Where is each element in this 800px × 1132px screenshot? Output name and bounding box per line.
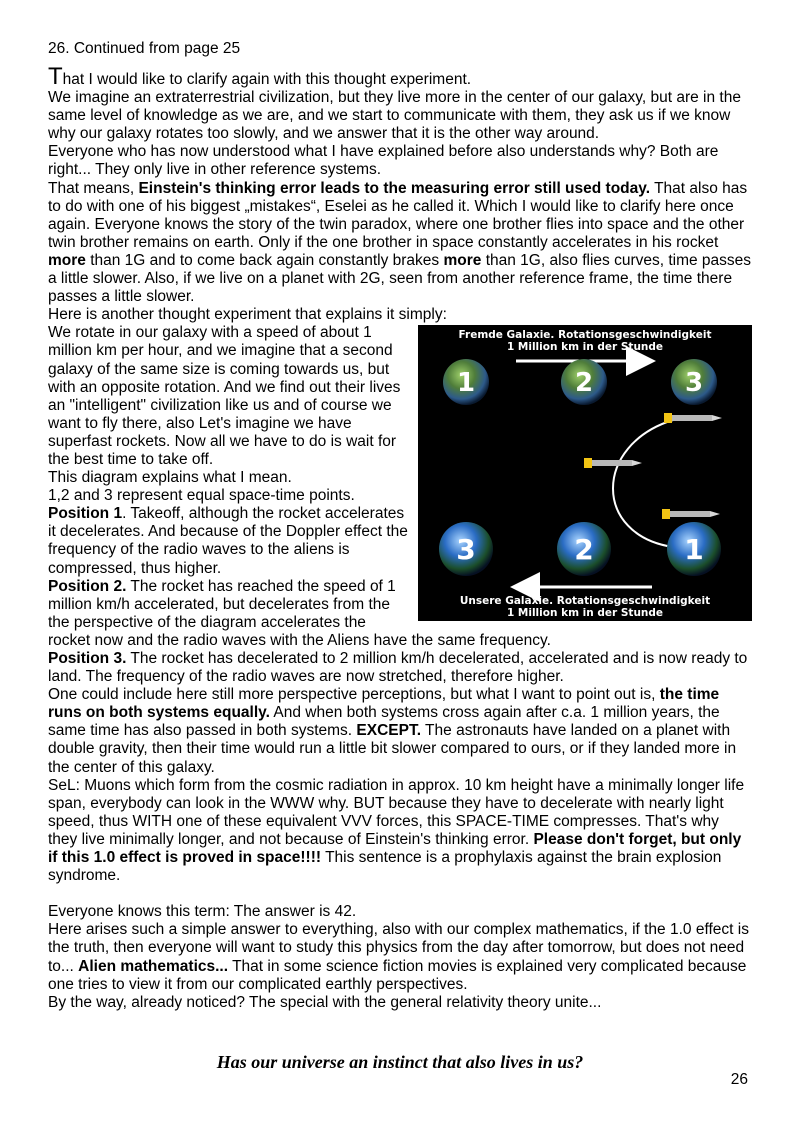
galaxy-diagram (418, 325, 752, 621)
position-1-label: Position 1 (48, 505, 123, 523)
paragraph-11 (48, 921, 752, 993)
text-run: One could include here still more perspective perceptions, but what I want to point out is, (48, 686, 660, 704)
diagram-top-title-line1: Fremde Galaxie. Rotationsgeschwindigkeit (458, 329, 712, 342)
rocket-bottom (662, 509, 720, 519)
text-run: That means, (48, 179, 139, 197)
article-body (48, 63, 752, 1012)
text-run: Here arises such a simple answer to everything, also with our complex mathematics, if the 1.0 effect is the truth, then everyone will want to study this physics from the day after tomorrow, but does not need to... (48, 921, 749, 975)
position-3-label: Position 3. (48, 650, 127, 667)
bottom-planet-1 (667, 522, 721, 576)
svg-text:2: 2 (574, 368, 594, 399)
svg-text:1: 1 (684, 533, 704, 567)
position-2-label: Position 2. (48, 577, 127, 595)
drop-cap: T (48, 63, 63, 90)
intro-text: hat I would like to clarify again with this thought experiment. (62, 71, 472, 88)
text-run: That also has to do with one of his biggest „mistakes“, Eselei as he called it. Which I would like to clarify here once again. Everyone knows the story of the twin paradox, where one brother flies into space and the other twin brother remains on earth. Only if the one brother in space constantly accelerates in his rocket (48, 179, 748, 251)
rocket-top (664, 413, 722, 423)
text-run: The astronauts have landed on a planet with double gravity, then their time would run a little bit slower compared to ours, or if they landed more in the center of this galaxy. (48, 722, 737, 776)
svg-text:2: 2 (574, 533, 594, 567)
paragraph-7: 1,2 and 3 represent equal space-time points. (48, 487, 355, 505)
paragraph-4: Here is another thought experiment that explains it simply: (48, 306, 447, 324)
top-planet-3 (671, 359, 717, 405)
bold-run: Einstein's thinking error leads to the measuring error still used today. (138, 179, 651, 197)
position-3-text: The rocket has decelerated to 2 million km/h decelerated, accelerated and is now ready to land. The frequency of the radio waves are now stretched, therefore higher. (48, 650, 748, 686)
diagram-bottom-title (418, 595, 752, 619)
continued-header: 26. Continued from page 25 (48, 40, 241, 57)
svg-text:3: 3 (684, 368, 704, 399)
svg-text:1: 1 (456, 368, 476, 399)
text-run: than 1G and to come back again constantly brakes (85, 251, 444, 269)
diagram-bottom-title-line1: Unsere Galaxie. Rotationsgeschwindigkeit (459, 595, 711, 608)
intro-line (48, 63, 752, 90)
text-run: This sentence is a prophylaxis against the brain explosion syndrome. (48, 849, 722, 885)
rocket-middle (584, 458, 642, 468)
text-run: than 1G, also flies curves, time passes a little slower. Also, if we live on a planet with 2G, seen from another reference frame, the time there passes a little slower. (48, 251, 752, 306)
bold-run: more (48, 251, 86, 269)
bottom-planet-3 (439, 522, 493, 576)
diagram-top-title-line2: 1 Million km in der Stunde (506, 341, 664, 354)
bold-run: the time runs on both systems equally. (48, 686, 720, 722)
paragraph-1: We imagine an extraterrestrial civilization, but they live more in the center of our galaxy, but are in the same level of knowledge as we are, and we start to communicate with them, they ask us if we know why our galaxy rotates too slowly, and we answer that it is the other way around. (48, 89, 741, 143)
diagram-graphic (418, 325, 752, 621)
paragraph-10: Everyone knows this term: The answer is 42. (48, 903, 357, 921)
top-planet-2 (561, 359, 607, 405)
bold-run: Please don't forget, but only if this 1.0 effect is proved in space!!!! (48, 830, 742, 867)
closing-slogan: Has our universe an instinct that also lives in us? (216, 1052, 584, 1072)
top-planet-1 (443, 359, 489, 405)
bottom-planet-2 (557, 522, 611, 576)
spacer (48, 885, 752, 903)
paragraph-2: Everyone who has now understood what I have explained before also understands why? Both are right... They only live in other reference systems. (48, 143, 719, 179)
text-run: And when both systems cross again after c.a. 1 million years, the same time has also passed in both systems. (48, 704, 720, 740)
page-content (48, 40, 752, 1012)
position-1-text: . Takeoff, although the rocket accelerates it decelerates. And because of the Doppler effect the frequency of the radio waves to the aliens is compressed, thus higher. (48, 505, 408, 577)
paragraph-9 (48, 777, 752, 886)
bold-run: more (443, 251, 482, 269)
paragraph-5: We rotate in our galaxy with a speed of about 1 million km per hour, and we imagine that a second galaxy of the same size is coming towards us, but with an opposite rotation. And we find out their lives an "intelligent" civilization like us and of course we want to fly there, also Let's imagine we have superfast rockets. Now all we have to do is wait for the best time to take off. (48, 324, 401, 468)
paragraph-12: By the way, already noticed? The special with the general relativity theory unite... (48, 993, 602, 1011)
position-2-text: The rocket has reached the speed of 1 million km/h accelerated, but decelerates from the the perspective of the diagram accelerates the rocket now and the radio waves with the Aliens have the same frequency. (48, 577, 551, 649)
paragraph-3 (48, 180, 752, 307)
bold-run: EXCEPT. (356, 722, 422, 740)
text-run: That in some science fiction movies is explained very complicated because one tries to view it from our complicated earthly perspectives. (48, 957, 747, 993)
svg-text:3: 3 (456, 533, 476, 567)
text-run: SeL: Muons which form from the cosmic radiation in approx. 10 km height have a minimally longer life span, everybody can look in the WWW why. BUT because they have to decelerate with nearly light speed, thus WITH one of these equivalent VVV forces, this SPACE-TIME compresses. That's why they live minimally longer, and not because of Einstein's thinking error. (48, 776, 745, 848)
paragraph-8 (48, 686, 752, 776)
paragraph-6: This diagram explains what I mean. (48, 469, 292, 487)
diagram-bottom-title-line2: 1 Million km in der Stunde (506, 607, 664, 620)
position-3 (48, 650, 752, 686)
rocket-flight-path (613, 420, 673, 547)
bold-run: Alien mathematics... (78, 957, 229, 975)
page-number: 26 (730, 1071, 748, 1088)
